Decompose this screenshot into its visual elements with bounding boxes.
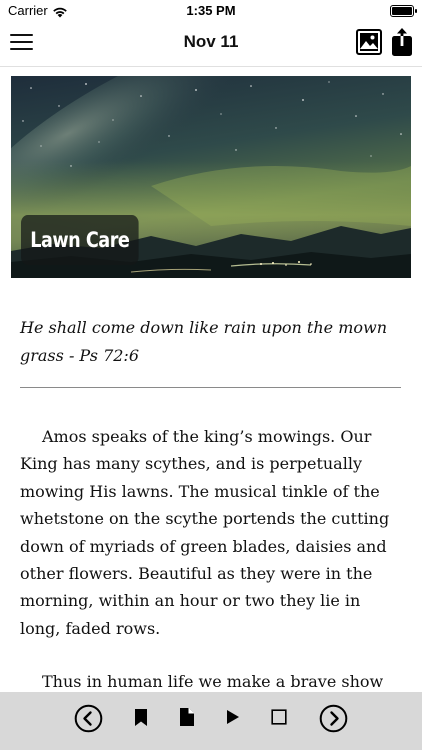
- bookmark-icon[interactable]: [134, 708, 148, 731]
- article-paragraph: Thus in human life we make a brave show: [42, 672, 384, 692]
- image-icon[interactable]: [356, 29, 382, 55]
- hero-image: [11, 76, 411, 278]
- next-circle-icon[interactable]: [319, 704, 348, 737]
- play-icon[interactable]: [226, 709, 240, 729]
- scripture-verse: He shall come down like rain upon the mown grass - Ps 72:6: [20, 318, 388, 365]
- article-body: [20, 423, 398, 722]
- previous-circle-icon[interactable]: [74, 704, 103, 737]
- battery-icon: [390, 5, 414, 17]
- carrier-label: Carrier: [8, 3, 48, 18]
- status-time: 1:35 PM: [186, 3, 236, 18]
- article-paragraph: Amos speaks of the king’s mowings. Our King has many scythes, and is perpetually mowing His lawns. The musical tinkle of the whetstone on the scythe portends the cutting down of myriads of green blades, daisies and other flowers. Beautiful as they were in the morning, within an hour or two they lie in long, faded rows.: [20, 427, 390, 638]
- document-icon[interactable]: [179, 707, 195, 731]
- hero-label: Lawn Care: [21, 215, 139, 265]
- stop-icon[interactable]: [271, 709, 287, 729]
- navigation-bar: [0, 22, 422, 67]
- share-icon[interactable]: [390, 27, 414, 57]
- status-bar: [0, 0, 422, 22]
- page-title: Nov 11: [183, 32, 239, 51]
- bottom-toolbar: [0, 692, 422, 750]
- divider: [20, 387, 401, 388]
